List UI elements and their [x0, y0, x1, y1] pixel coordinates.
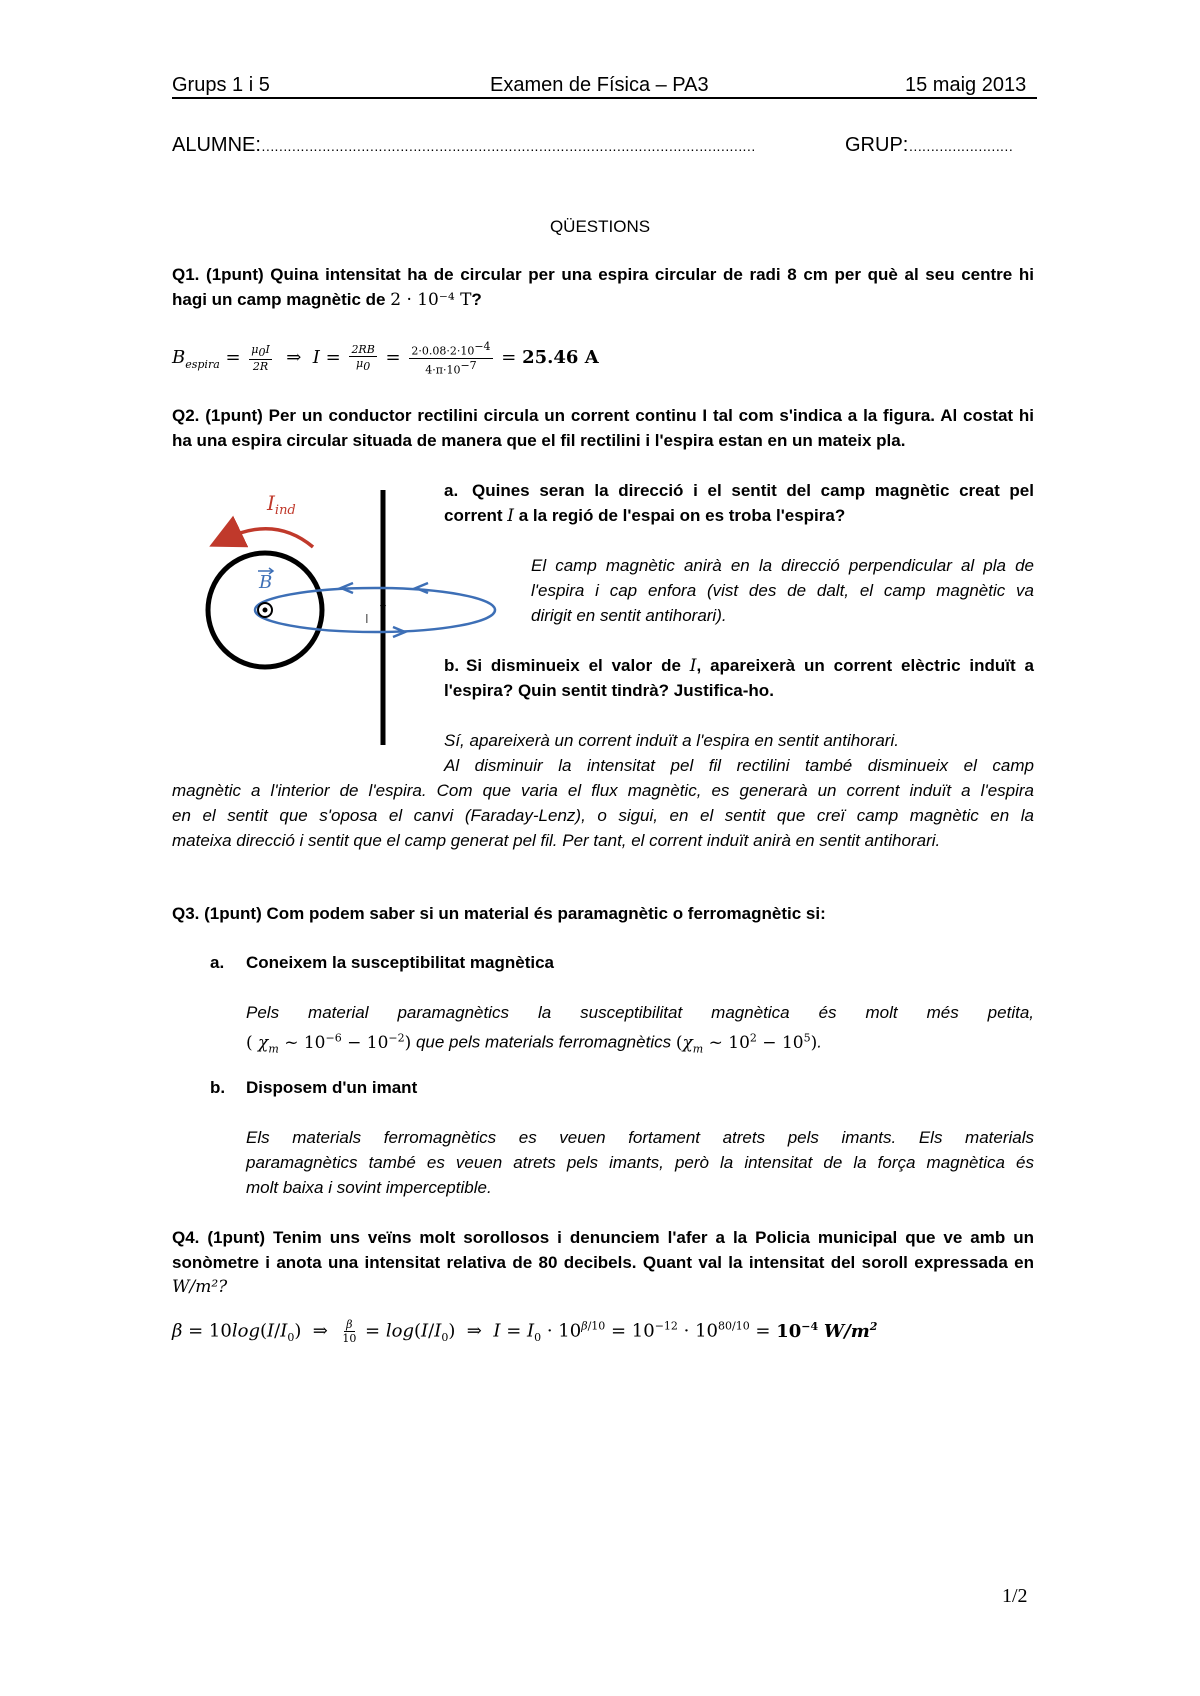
q3a-answer2: ( $\chi_m$ ~ $10^{-6} - 10^{-2}$) que pels materials ferromagnètics ($\chi_m$ ~ $10^2 - 10^5$).	[246, 1031, 822, 1056]
q4-unit: W/m²?	[172, 1277, 228, 1297]
q2b-line1-post: , apareixerà un corrent elèctric induït a	[696, 656, 1034, 675]
student-name-label: ALUMNE:	[172, 134, 261, 156]
q4-label: Q4.	[172, 1228, 200, 1247]
q2a-var-I: I	[507, 506, 515, 526]
q3-label: Q3.	[172, 904, 200, 923]
q2a-answer1: El camp magnètic anirà en la direcció perpendicular al pla de	[531, 556, 1034, 575]
header-left: Grups 1 i 5	[172, 74, 270, 96]
q4-formula: $\beta = 10\log(I/I_0)$ ⇒ $\frac{\beta}{10}$ = $\log(I/I_0)$ ⇒ $I = I_0 \cdot 10^{\beta/10} = 10^{-12} \cdot 10^{80/10} = 10^{-4}$ $W/m^2$	[172, 1318, 878, 1345]
q3a-answer1: Pels material paramagnètics la susceptibilitat magnètica és molt més petita,	[246, 1003, 1034, 1022]
q2b-answer2: Al disminuir la intensitat pel fil rectilini també disminueix el camp	[444, 756, 1034, 775]
student-name-row	[172, 134, 755, 157]
q1-text-line2: hagi un camp magnètic de	[172, 290, 391, 309]
q2b-var-I: I	[689, 656, 697, 676]
q2b-line1-pre: Si disminueix el valor de	[466, 656, 690, 675]
q2-label: Q2.	[172, 406, 200, 425]
induced-current-arrow	[225, 529, 313, 547]
q2b-label: b.	[444, 656, 460, 675]
induced-current-label: $I_{ind}$	[267, 491, 296, 518]
q3-text: (1punt) Com podem saber si un material és paramagnètic o ferromagnètic si:	[204, 904, 826, 923]
q1-formula: $B_{espira}$ = $\frac{\mu_0I}{2R}$ ⇒ I = $\frac{2RB}{\mu_0}$ = $\frac{2\cdot 0.08\cdot 2\cdot 10^{-4}}{4\cdot\pi\cdot 10^{-7}}$ = 25.46 A	[172, 340, 599, 377]
header-rule	[172, 97, 1037, 99]
q2-line1	[172, 403, 1034, 428]
q2b-text-line2: l'espira? Quin sentit tindrà? Justifica-ho.	[444, 681, 774, 700]
q2-text-line1: (1punt) Per un conductor rectilini circula un corrent continu I tal com s'indica a la figura. Al costat hi	[205, 406, 1034, 425]
q1-result: 25.46 A	[522, 347, 599, 369]
q2a-line2-post: a la regió de l'espai on es troba l'espira?	[514, 506, 846, 525]
q1-label: Q1.	[172, 265, 200, 284]
student-group-blank: ……………………	[908, 138, 1013, 154]
section-title: QÜESTIONS	[549, 217, 651, 236]
header-center: Examen de Física – PA3	[490, 74, 709, 96]
wire-current-label: I	[365, 611, 369, 626]
q2b-answer3: magnètic a l'interior de l'espira. Com que varia el flux magnètic, es generarà un corrent induït a l'espira	[172, 781, 1034, 800]
q2a-answer2: l'espira i cap enfora (vist des de dalt, el camp magnètic va	[531, 581, 1034, 600]
q3b-answer2: paramagnètics també es veuen atrets pels imants, però la intensitat de la força magnètica és	[246, 1153, 1034, 1172]
q3a-label: a.	[210, 953, 225, 972]
q4-text-line1: (1punt) Tenim uns veïns molt sorollosos i denunciem l'afer a la Policia municipal que ve amb un	[207, 1228, 1034, 1247]
q3b-answer1: Els materials ferromagnètics es veuen fortament atrets pels imants. Els materials	[246, 1128, 1034, 1147]
q2b-answer5: mateixa direcció i sentit que el camp generat pel fil. Per tant, el corrent induït anirà en sentit antihorari.	[172, 831, 941, 850]
q3b-text: Disposem d'un imant	[246, 1078, 418, 1097]
q2a-line2-pre: corrent	[444, 506, 508, 525]
b-field-label: B	[259, 572, 273, 593]
student-name-blank: ……………………………………………………………………………………………………	[260, 138, 755, 154]
q2b-answer4: en el sentit que s'oposa el canvi (Faraday-Lenz), o sigui, en el sentit que creï camp magnètic en la	[172, 806, 1034, 825]
q3a-answer2-mid: que pels materials ferromagnètics	[411, 1032, 676, 1052]
q1-field-value: 2 · 10⁻⁴ T	[390, 290, 472, 310]
q2a-line2	[444, 503, 845, 529]
student-group-row	[845, 134, 1012, 157]
q2b-answer1: Sí, apareixerà un corrent induït a l'espira en sentit antihorari.	[444, 731, 899, 750]
student-group-label: GRUP:	[845, 134, 909, 156]
q2a-text-line1: Quines seran la direcció i el sentit del camp magnètic creat pel	[472, 481, 1034, 500]
q3a-text: Coneixem la susceptibilitat magnètica	[246, 953, 554, 972]
header-right: 15 maig 2013	[905, 74, 1027, 96]
q2b-line1	[444, 653, 1034, 679]
q4-line1	[172, 1225, 1034, 1250]
q3b-answer3: molt baixa i sovint imperceptible.	[246, 1178, 492, 1197]
q2a-label: a.	[444, 481, 459, 500]
q1-text-line1: (1punt) Quina intensitat ha de circular per una espira circular de radi 8 cm per què al seu centre hi	[206, 265, 1034, 284]
q2-text-line2: ha una espira circular situada de manera que el fil rectilini i l'espira estan en un mateix pla.	[172, 431, 906, 450]
q2a-line1	[444, 478, 1034, 503]
magnetic-field-line	[255, 588, 495, 632]
q3b-label: b.	[210, 1078, 226, 1097]
q4-text-line2: sonòmetre i anota una intensitat relativa de 80 decibels. Quant val la intensitat del soroll expressada en	[172, 1253, 1034, 1272]
q1-question-mark: ?	[471, 290, 482, 309]
q1-line2	[172, 287, 482, 313]
q1-line1	[172, 262, 1034, 287]
q2a-answer3: dirigit en sentit antihorari).	[531, 606, 727, 625]
page-number: 1/2	[1002, 1585, 1028, 1607]
field-arrow-top-right	[416, 583, 428, 593]
q3-line	[172, 901, 826, 926]
